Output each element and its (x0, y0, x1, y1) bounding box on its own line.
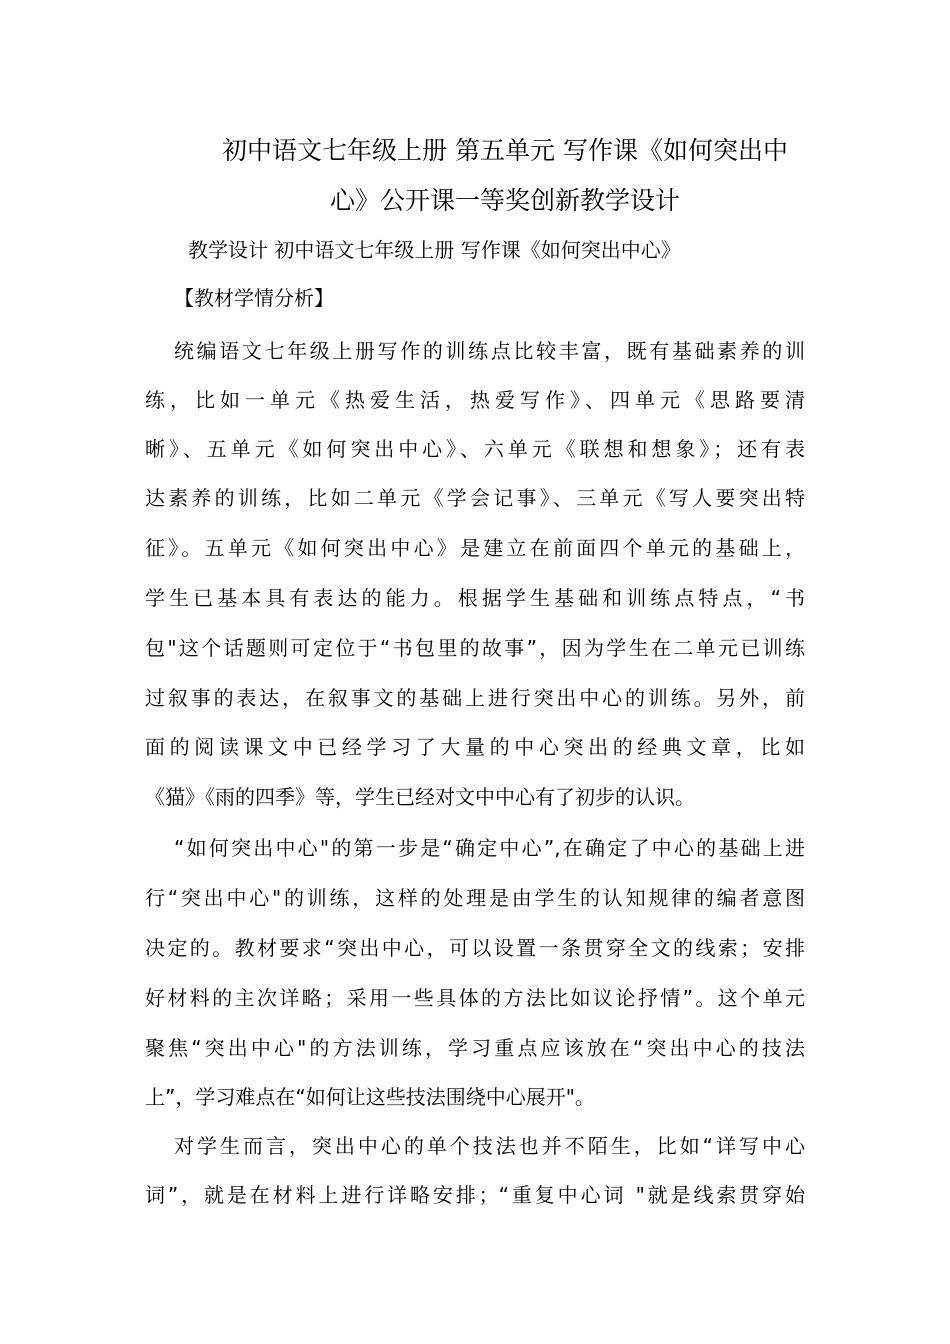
body-text-line: 面的阅读课文中已经学习了大量的中心突出的经典文章，比如 (145, 735, 805, 759)
document-title-line-1: 初中语文七年级上册 第五单元 写作课《如何突出中 (222, 136, 788, 165)
body-text-line: 统编语文七年级上册写作的训练点比较丰富，既有基础素养的训 (174, 339, 805, 363)
body-text-line: 包"这个话题则可定位于“书包里的故事”，因为学生在二单元已训练 (145, 636, 805, 660)
body-text-line: 晰》、五单元《如何突出中心》、六单元《联想和想象》；还有表 (145, 437, 805, 461)
body-text-line: 对学生而言，突出中心的单个技法也并不陌生，比如“详写中心 (174, 1134, 805, 1158)
body-text-line: 达素养的训练，比如二单元《学会记事》、三单元《写人要突出特 (145, 486, 805, 510)
body-text-line: 决定的。教材要求“突出中心，可以设置一条贯穿全文的线索；安排 (145, 936, 805, 960)
body-text-line: 上”，学习难点在“如何让这些技法围绕中心展开"。 (145, 1085, 595, 1109)
body-text-line: 好材料的主次详略；采用一些具体的方法比如议论抒情”。这个单元 (145, 986, 805, 1010)
document-subtitle: 教学设计 初中语文七年级上册 写作课《如何突出中心》 (188, 238, 681, 262)
body-text-line: 过叙事的表达，在叙事文的基础上进行突出中心的训练。另外，前 (145, 686, 805, 710)
body-text-line: 《猫》《雨的四季》等，学生已经对文中中心有了初步的认识。 (145, 785, 695, 809)
body-text-line: 征》。五单元《如何突出中心》是建立在前面四个单元的基础上， (145, 536, 805, 560)
body-text-line: “如何突出中心"的第一步是“确定中心”,在确定了中心的基础上进 (174, 836, 805, 860)
document-title-line-2: 心》公开课一等奖创新教学设计 (329, 186, 680, 215)
body-text-line: 词”，就是在材料上进行详略安排；“重复中心词 "就是线索贯穿始 (145, 1183, 805, 1207)
body-text-line: 练，比如一单元《热爱生活，热爱写作》、四单元《思路要清 (145, 388, 805, 412)
body-text-line: 行“突出中心"的训练，这样的处理是由学生的认知规律的编者意图 (145, 886, 805, 910)
section-heading: 【教材学情分析】 (174, 286, 334, 310)
body-text-line: 聚焦“突出中心"的方法训练，学习重点应该放在“突出中心的技法 (145, 1036, 805, 1060)
body-text-line: 学生已基本具有表达的能力。根据学生基础和训练点特点，“书 (145, 586, 805, 610)
